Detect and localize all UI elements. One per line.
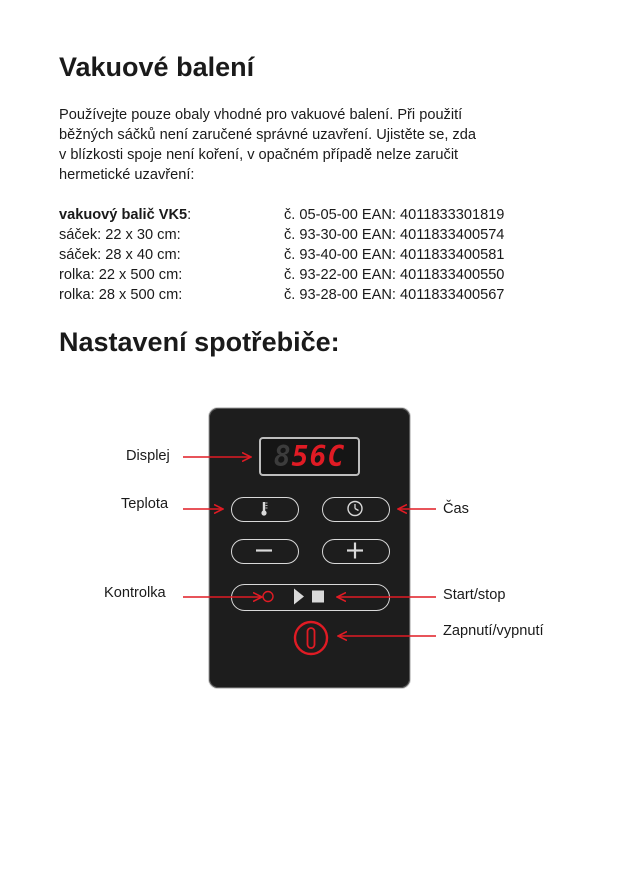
accessory-name: sáček: 22 x 30 cm: <box>59 227 181 243</box>
accessory-code: č. 93-22-00 EAN: 4011833400550 <box>284 267 505 283</box>
accessory-code: č. 93-30-00 EAN: 4011833400574 <box>284 227 505 243</box>
section-title-settings: Nastavení spotřebiče: <box>59 327 340 357</box>
label-power: Zapnutí/vypnutí <box>443 623 544 639</box>
accessory-code: č. 05-05-00 EAN: 4011833301819 <box>284 207 505 223</box>
label-indicator: Kontrolka <box>104 585 166 601</box>
accessory-name: rolka: 22 x 500 cm: <box>59 267 183 283</box>
section-title-vacuum: Vakuové balení <box>59 52 255 82</box>
accessory-name: vakuový balič VK5 <box>59 207 188 223</box>
accessory-name: sáček: 28 x 40 cm: <box>59 247 181 263</box>
accessory-code: č. 93-40-00 EAN: 4011833400581 <box>284 247 505 263</box>
accessory-name-suffix: : <box>187 207 192 223</box>
paragraph-line: hermetické uzavření: <box>59 167 195 183</box>
paragraph-line: běžných sáčků není zaručené správné uzavření. Ujistěte se, zda <box>59 127 476 143</box>
display-dim-digit: 8 <box>273 440 292 473</box>
paragraph-line: v blízkosti spoje není koření, v opačném případě nelze zaručit <box>59 147 459 163</box>
display-value: 56C <box>291 440 346 473</box>
accessory-name: rolka: 28 x 500 cm: <box>59 287 183 303</box>
paragraph-line: Používejte pouze obaly vhodné pro vakuové balení. Při použití <box>59 107 463 123</box>
label-start-stop: Start/stop <box>443 587 506 603</box>
label-time: Čas <box>443 501 469 517</box>
accessory-code: č. 93-28-00 EAN: 4011833400567 <box>284 287 505 303</box>
label-temperature: Teplota <box>121 496 169 512</box>
label-display: Displej <box>126 448 170 464</box>
